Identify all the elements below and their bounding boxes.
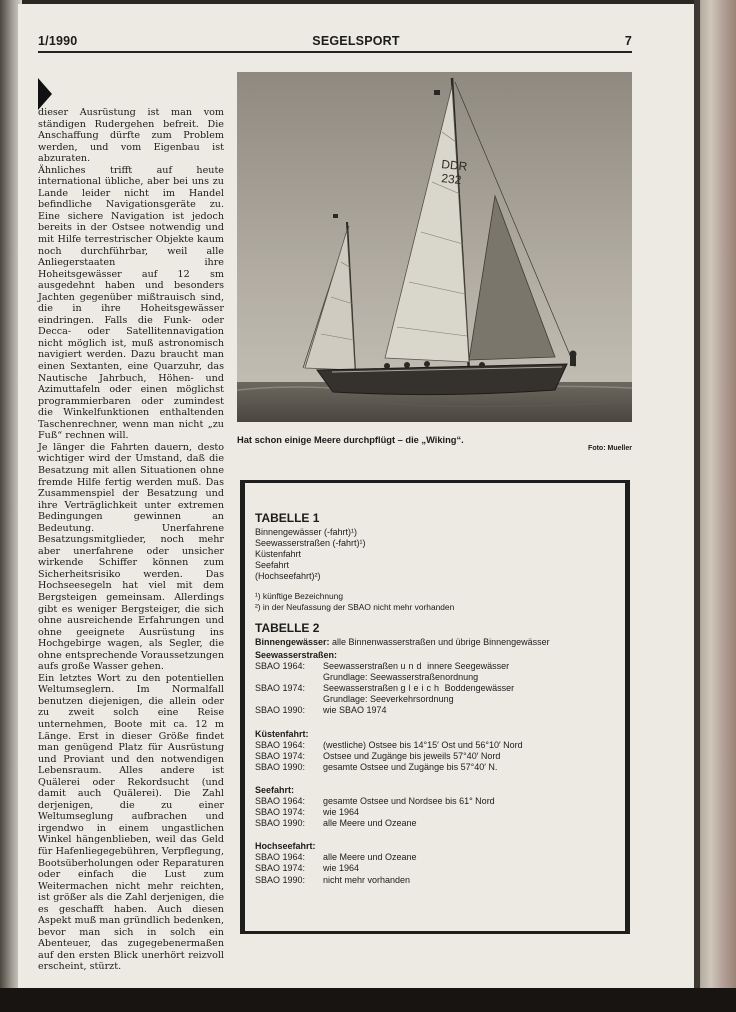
see-label: Seewasserstraßen: (255, 649, 338, 660)
table1-item: Seewasserstraßen (-fahrt)¹) (255, 538, 366, 549)
row-value: Grundlage: Seewasserstraßenordnung (323, 672, 479, 683)
table1-note: ²) in der Neufassung der SBAO nicht mehr vorhanden (255, 601, 455, 612)
article-paragraph: Je länger die Fahrten dauern, desto wichtiger wird der Umstand, daß die Besatzung mit allen Situationen ohne fremde Hilfe fertig werden muß. Das Zusammenspiel der Besatzung und ihre Verträglichkeit unter extremen Bedingungen gewinnen an Bedeutung. Unerfahrene Besatzungsmitglieder, noch mehr aber unerfahrene oder unsicher wirkende Schiffer können zum Sicherheitsrisiko werden. Das Hochseesegeln hat viel mit dem Bergsteigen gemeinsam. Allerdings gibt es weniger Bergsteiger, die sich ohne ausreichende Erfahrungen und ohne geeignete Ausrüstung ins Hochgebirge wagen, als Segler, die ohne entsprechende Voraussetzungen aufs große Wasser gehen. (38, 441, 224, 673)
table1-item: (Hochseefahrt)²) (255, 571, 321, 582)
header-rule (38, 51, 632, 53)
article-paragraph: dieser Ausrüstung ist man vom ständigen Rudergehen befreit. Die Anschaffung dürfte zum Problem werden, und vom Eigenbau ist abzuraten. (38, 107, 224, 165)
table1-note: ¹) künftige Bezeichnung (255, 590, 343, 601)
table-row: SBAO 1990: nicht mehr vorhanden (255, 874, 411, 885)
sail-marking-number: 232 (440, 171, 463, 188)
table-row (255, 672, 627, 683)
table-row: SBAO 1964: (westliche) Ostsee bis 14°15′ Ost und 56°10′ Nord (255, 739, 523, 750)
binnen-text: alle Binnenwasserstraßen und übrige Binnengewässer (332, 636, 550, 647)
binnen-row (255, 637, 627, 648)
row-value: wie SBAO 1974 (323, 705, 387, 716)
table-row: SBAO 1990: alle Meere und Ozeane (255, 818, 417, 829)
photo-credit: Foto: Mueller (588, 445, 632, 452)
table-row (255, 694, 627, 705)
table-row (255, 661, 627, 672)
table-row (255, 683, 627, 694)
magazine-page (18, 4, 694, 988)
row-value: Grundlage: Seeverkehrsordnung (323, 694, 454, 705)
seefahrt-label: Seefahrt: (255, 784, 295, 795)
tables-content (255, 513, 627, 886)
continuation-triangle-icon (38, 78, 52, 110)
sailboat-photo (237, 72, 632, 422)
row-value: Seewasserstraßen und innere Seegewässer (323, 661, 510, 672)
table-row: SBAO 1974: wie 1964 (255, 863, 360, 874)
table-row: SBAO 1964: gesamte Ostsee und Nordsee bis 61° Nord (255, 795, 495, 806)
binnen-label: Binnengewässer: (255, 636, 330, 647)
book-page-stack (694, 0, 736, 990)
table-row: SBAO 1974: wie 1964 (255, 807, 360, 818)
table1-item: Seefahrt (255, 560, 290, 571)
table1-list (255, 527, 627, 582)
table2-title: TABELLE 2 (255, 620, 320, 635)
article-paragraph: Ähnliches trifft auf heute international übliche, aber bei uns zu Lande leider nicht im Handel befindliche Navigationsgeräte zu. Eine sichere Navigation ist jedoch bereits in der Ostsee notwendig und mit Hilfe terrestrischer Objekte kaum noch durchführbar, weil alle Anliegerstaaten ihre Hoheitsgewässer auf 12 sm ausgedehnt haben und besonders Jachten gegenüber mißtrauisch sind, die in ihre Hoheitsgewässer eindringen. Falls die Funk- oder Decca- oder Satellitennavigation nicht möglich ist, muß astronomisch navigiert werden. Dazu braucht man einen Sextanten, eine Quarzuhr, das Nautische Jahrbuch, Höhen- und Azimuttafeln oder einen möglichst programmierbaren oder zumindest die Winkelfunktionen enthaltenden Taschenrechner, wenn man nicht „zu Fuß“ rechnen will. (38, 164, 224, 442)
table1-title: TABELLE 1 (255, 511, 320, 525)
article-column (38, 107, 224, 973)
table1-item: Küstenfahrt (255, 549, 302, 560)
table1-notes (255, 591, 627, 613)
magazine-title: SEGELSPORT (312, 34, 400, 48)
scan-bottom-edge (0, 988, 736, 1012)
sail-marking-ddr: DDR (440, 157, 469, 174)
kuesten-label: Küstenfahrt: (255, 728, 309, 739)
table-row: SBAO 1990: gesamte Ostsee und Zugänge bis 57°40′ N. (255, 761, 498, 772)
row-value: Seewasserstraßen gleich Boddengewässer (323, 683, 515, 694)
row-key: SBAO 1964: (255, 661, 306, 672)
row-key: SBAO 1974: (255, 683, 306, 694)
page-number: 7 (624, 34, 632, 48)
row-key: SBAO 1990: (255, 705, 306, 716)
hochsee-label: Hochseefahrt: (255, 841, 316, 852)
table-row: SBAO 1964: alle Meere und Ozeane (255, 852, 417, 863)
table-row (255, 705, 627, 716)
tables-box (240, 480, 630, 934)
table1-item: Binnengewässer (-fahrt)¹) (255, 527, 358, 538)
article-paragraph: Ein letztes Wort zu den potentiellen Weltumseglern. Im Normalfall benutzen diejenigen, die allein oder zu zweit solch eine Reise unternehmen, Boote mit ca. 12 m Länge. Erst in dieser Größe findet man genügend Platz für Ausrüstung und Proviant und den notwendigen Lebensraum. Alles andere ist Quälerei oder Rekordsucht (und damit auch Quälerei). Die Zahl derjenigen, die zu einer Weltumseglung aufbrachen und irgendwo in einem ungastlichen Winkel hängenblieben, weil das Geld für Hafenliegegebühren, Verpflegung, Bootsüberholungen oder Reparaturen oder einfach die Lust zum Weitermachen nicht mehr reichten, ist größer als die Zahl derjenigen, die es geschafft haben. Auch diesen Aspekt muß man gründlich bedenken, bevor man sich in solch ein Abenteuer, das zugegebenermaßen auf den ersten Blick unerhört reizvoll erscheint, stürzt. (38, 672, 224, 973)
table-row: SBAO 1974: Ostsee und Zugänge bis jeweils 57°40′ Nord (255, 750, 501, 761)
photo-caption: Hat schon einige Meere durchpflügt – die „Wiking“. (237, 435, 464, 445)
issue-number: 1/1990 (38, 34, 78, 48)
